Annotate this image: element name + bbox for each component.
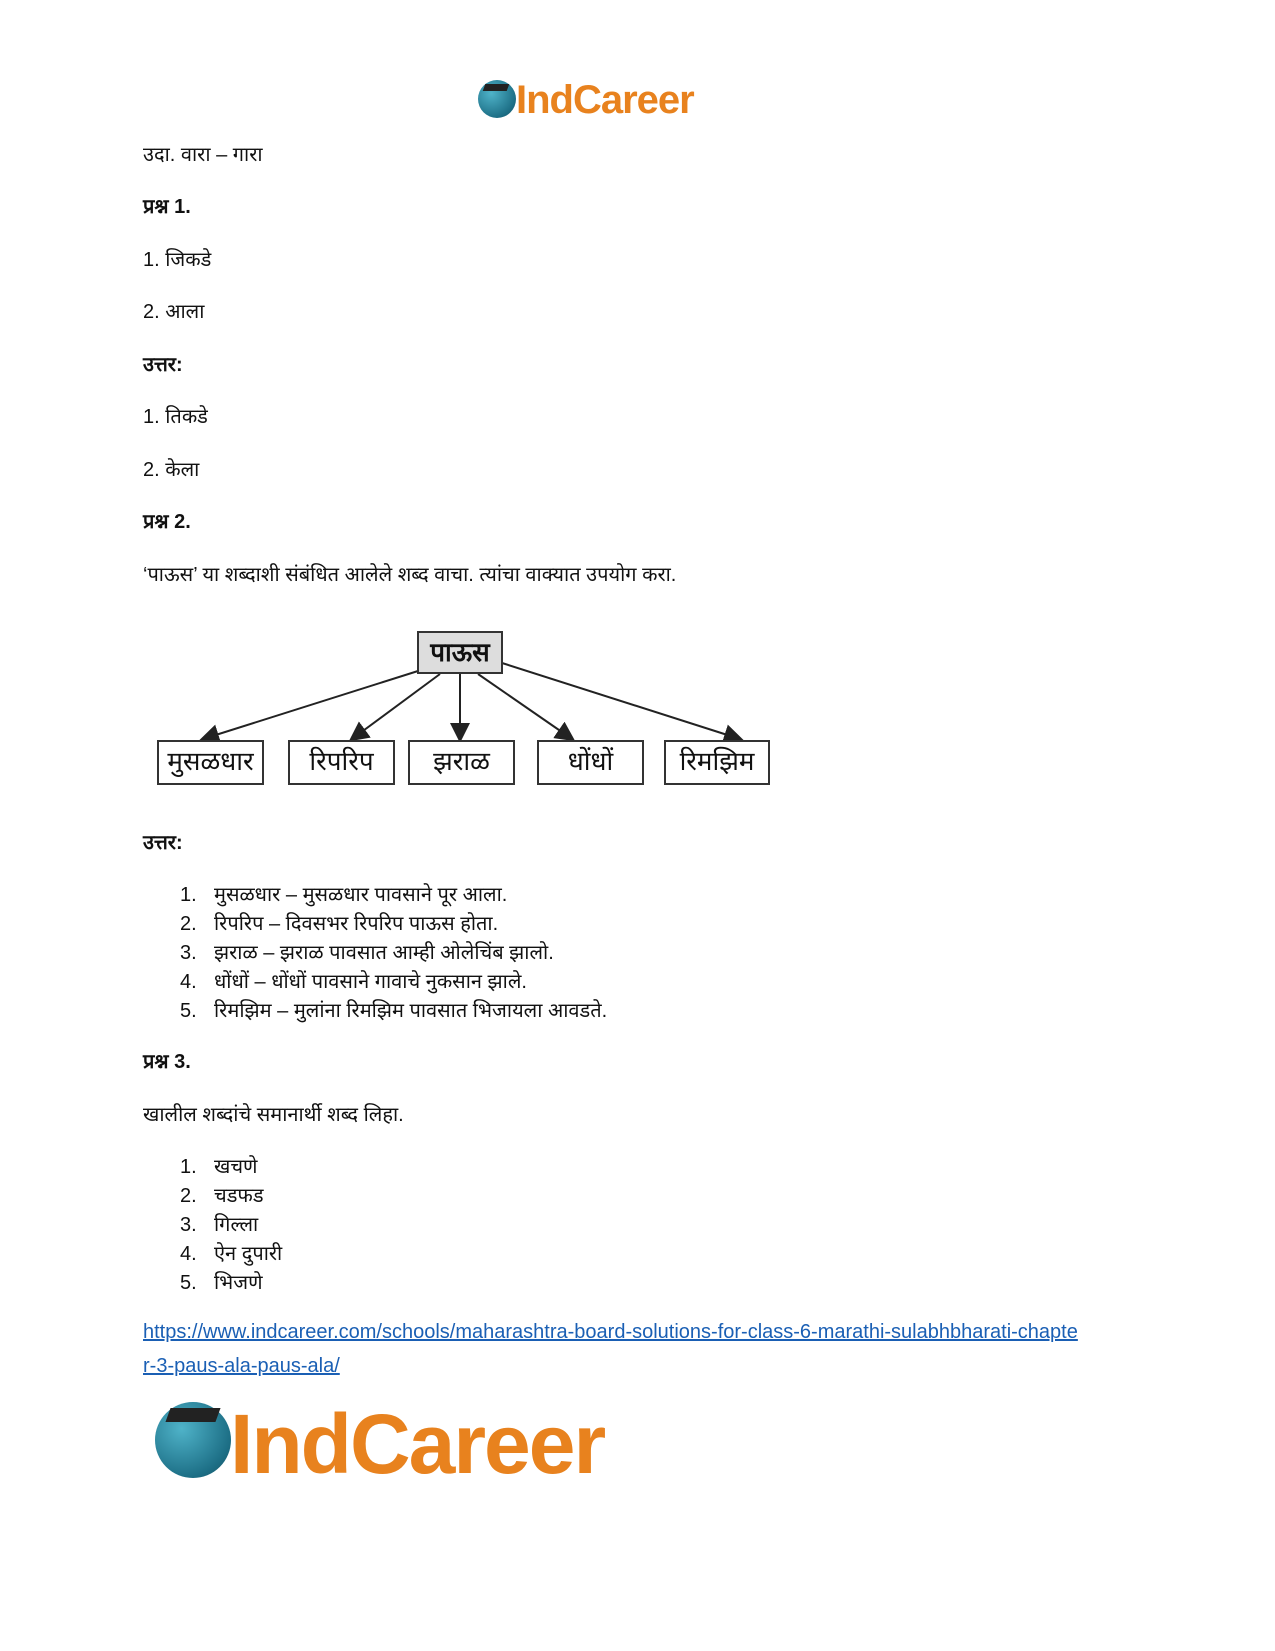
example-line: उदा. वारा – गारा <box>143 144 263 166</box>
list-text: झराळ – झराळ पावसात आम्ही ओलेचिंब झालो. <box>214 942 554 964</box>
list-number: 5. <box>180 1272 197 1294</box>
list-item <box>180 1184 264 1208</box>
arrow <box>502 663 740 739</box>
diagram-child: मुसळधार <box>157 740 264 785</box>
list-number: 1. <box>180 884 197 906</box>
list-number: 1. <box>180 1156 197 1178</box>
question-3-label: प्रश्न 3. <box>143 1051 191 1073</box>
list-item <box>180 1213 258 1237</box>
list-number: 4. <box>180 1243 197 1265</box>
list-number: 5. <box>180 1000 197 1022</box>
list-text: धोंधों – धोंधों पावसाने गावाचे नुकसान झाले. <box>214 971 527 993</box>
question-item: 2. आला <box>143 301 205 323</box>
list-item <box>180 970 527 994</box>
list-item <box>180 883 507 907</box>
list-item <box>180 941 554 965</box>
logo-text: IndCareer <box>516 78 694 122</box>
diagram-child: रिमझिम <box>664 740 770 785</box>
question-2-text: ‘पाऊस’ या शब्दाशी संबंधित आलेले शब्द वाचा. त्यांचा वाक्यात उपयोग करा. <box>143 564 677 586</box>
list-item <box>180 1271 263 1295</box>
list-text: ऐन दुपारी <box>214 1243 283 1265</box>
question-2-label: प्रश्न 2. <box>143 511 191 533</box>
graduation-cap-icon <box>165 1408 220 1422</box>
logo-text: IndCareer <box>230 1397 605 1491</box>
list-text: चडफड <box>214 1185 264 1207</box>
diagram-child: रिपरिप <box>288 740 395 785</box>
list-item <box>180 1242 282 1266</box>
question-3-text: खालील शब्दांचे समानार्थी शब्द लिहा. <box>143 1104 404 1126</box>
list-text: मुसळधार – मुसळधार पावसाने पूर आला. <box>214 884 508 906</box>
arrow <box>203 671 418 739</box>
list-text: भिजणे <box>214 1272 263 1294</box>
answer-label: उत्तर: <box>143 354 183 376</box>
list-text: रिमझिम – मुलांना रिमझिम पावसात भिजायला आवडते. <box>214 1000 608 1022</box>
list-item <box>180 912 498 936</box>
list-item <box>180 1155 258 1179</box>
answer-label: उत्तर: <box>143 832 183 854</box>
list-number: 2. <box>180 1185 197 1207</box>
source-link[interactable]: https://www.indcareer.com/schools/maharashtra-board-solutions-for-class-6-marathi-sulabhbharati-chapter-3-paus-ala-paus-ala/ <box>143 1321 1078 1377</box>
list-text: रिपरिप – दिवसभर रिपरिप पाऊस होता. <box>214 913 499 935</box>
question-1-label: प्रश्न 1. <box>143 196 191 218</box>
arrow <box>352 674 440 739</box>
list-number: 2. <box>180 913 197 935</box>
list-number: 3. <box>180 1214 197 1236</box>
arrow <box>478 674 572 739</box>
list-number: 4. <box>180 971 197 993</box>
list-number: 3. <box>180 942 197 964</box>
diagram-child: धोंधों <box>537 740 644 785</box>
list-text: गिल्ला <box>214 1214 259 1236</box>
diagram-arrows <box>0 0 1275 800</box>
diagram-child: झराळ <box>408 740 515 785</box>
answer-item: 2. केला <box>143 459 200 481</box>
list-text: खचणे <box>214 1156 258 1178</box>
diagram-root: पाऊस <box>417 631 503 674</box>
question-item: 1. जिकडे <box>143 249 212 271</box>
answer-item: 1. तिकडे <box>143 406 208 428</box>
list-item <box>180 999 607 1023</box>
